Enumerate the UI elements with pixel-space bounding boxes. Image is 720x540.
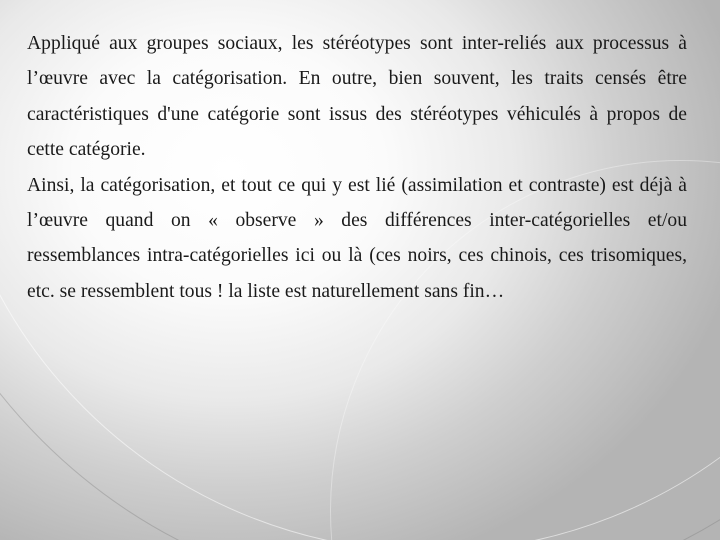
paragraph-1: Appliqué aux groupes sociaux, les stéréotypes sont inter-reliés aux processus à l’œuvre avec la catégorisation. En outre, bien souvent, les traits censés être caractéristiques d'une catégorie sont issus des stéréotypes véhiculés à propos de cette catégorie. [27,33,687,161]
slide-body [27,26,687,309]
paragraph-2: Ainsi, la catégorisation, et tout ce qui y est lié (assimilation et contraste) est déjà à l’œuvre quand on « observe » des différences inter-catégorielles et/ou ressemblances intra-catégorielles ici ou là (ces noirs, ces chinois, ces trisomiques, etc. se ressemblent tous ! la liste est naturellement sans fin… [27,174,687,302]
